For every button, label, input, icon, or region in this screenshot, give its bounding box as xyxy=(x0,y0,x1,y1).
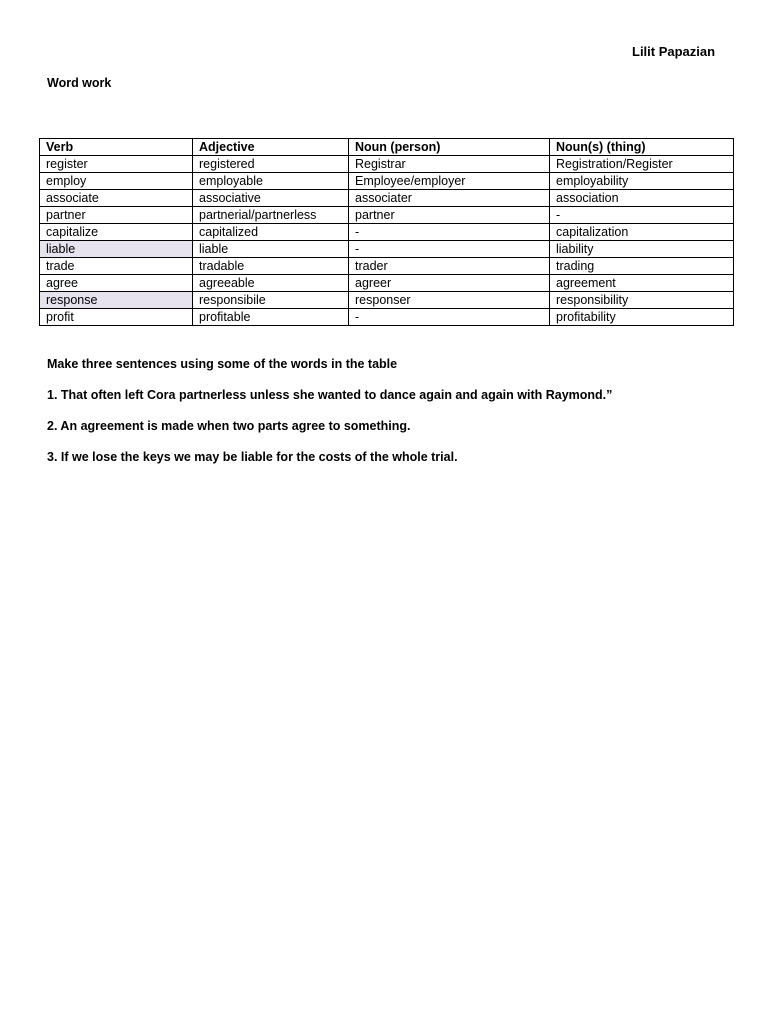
table-cell: Registrar xyxy=(349,156,550,173)
table-cell: tradable xyxy=(193,258,349,275)
table-cell: - xyxy=(349,224,550,241)
table-cell: associative xyxy=(193,190,349,207)
sentence-2: 2. An agreement is made when two parts agree to something. xyxy=(47,419,411,433)
table-cell: capitalized xyxy=(193,224,349,241)
table-cell: associate xyxy=(40,190,193,207)
table-row xyxy=(40,258,734,275)
table-cell: partnerial/partnerless xyxy=(193,207,349,224)
table-cell: liable xyxy=(193,241,349,258)
table-cell: trade xyxy=(40,258,193,275)
table-cell: - xyxy=(349,241,550,258)
table-cell: profit xyxy=(40,309,193,326)
column-header-verb: Verb xyxy=(40,139,193,156)
column-header-noun-person: Noun (person) xyxy=(349,139,550,156)
task-instruction: Make three sentences using some of the words in the table xyxy=(47,357,398,371)
table-header-row xyxy=(40,139,734,156)
sentence-3: 3. If we lose the keys we may be liable for the costs of the whole trial. xyxy=(47,450,458,464)
table-cell: - xyxy=(550,207,734,224)
table-cell: Employee/employer xyxy=(349,173,550,190)
table-cell: capitalize xyxy=(40,224,193,241)
table-cell: profitable xyxy=(193,309,349,326)
table-cell: Registration/Register xyxy=(550,156,734,173)
table-cell: register xyxy=(40,156,193,173)
table-row xyxy=(40,309,734,326)
table-cell: responsibile xyxy=(193,292,349,309)
table-cell: agree xyxy=(40,275,193,292)
column-header-adjective: Adjective xyxy=(193,139,349,156)
table-row xyxy=(40,156,734,173)
table-cell: agreer xyxy=(349,275,550,292)
table-cell-highlighted: response xyxy=(40,292,193,309)
table-row xyxy=(40,190,734,207)
table-cell: employ xyxy=(40,173,193,190)
table-cell: - xyxy=(349,309,550,326)
table-cell: registered xyxy=(193,156,349,173)
table-row xyxy=(40,292,734,309)
table-row xyxy=(40,207,734,224)
table-cell: employable xyxy=(193,173,349,190)
word-table xyxy=(39,138,734,326)
table-cell: agreeable xyxy=(193,275,349,292)
table-cell: profitability xyxy=(550,309,734,326)
table-cell: employability xyxy=(550,173,734,190)
column-header-noun-thing: Noun(s) (thing) xyxy=(550,139,734,156)
table-cell: partner xyxy=(349,207,550,224)
table-row xyxy=(40,173,734,190)
table-cell: agreement xyxy=(550,275,734,292)
table-cell-highlighted: liable xyxy=(40,241,193,258)
sentence-1: 1. That often left Cora partnerless unless she wanted to dance again and again with Raymond.” xyxy=(47,388,613,402)
table-cell: associater xyxy=(349,190,550,207)
table-cell: partner xyxy=(40,207,193,224)
table-cell: capitalization xyxy=(550,224,734,241)
table-cell: trader xyxy=(349,258,550,275)
table-cell: association xyxy=(550,190,734,207)
table-row xyxy=(40,224,734,241)
author-name: Lilit Papazian xyxy=(632,44,716,59)
table-cell: liability xyxy=(550,241,734,258)
table-cell: trading xyxy=(550,258,734,275)
table-row xyxy=(40,275,734,292)
table-cell: responser xyxy=(349,292,550,309)
table-row xyxy=(40,241,734,258)
table-cell: responsibility xyxy=(550,292,734,309)
page-title: Word work xyxy=(47,76,112,90)
